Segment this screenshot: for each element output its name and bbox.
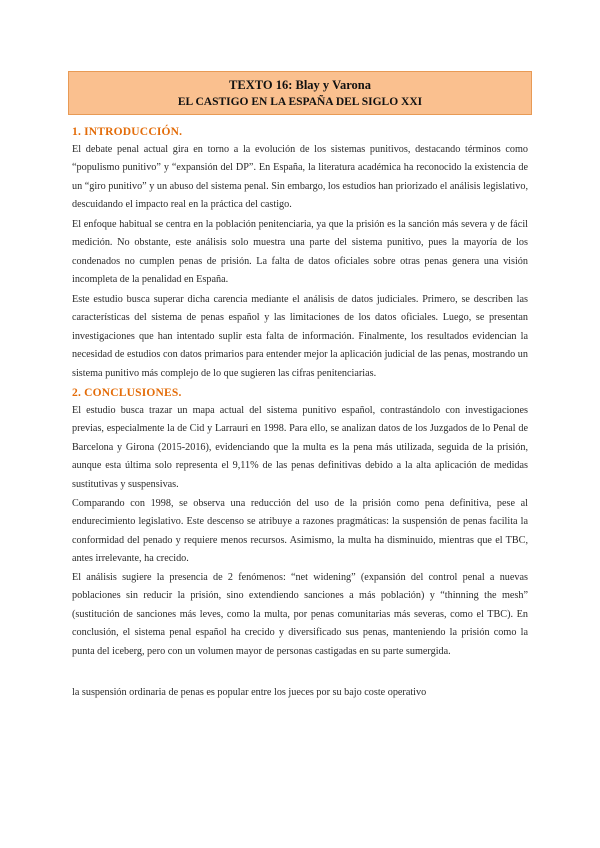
document-title: TEXTO 16: Blay y Varona xyxy=(229,78,371,92)
title-box xyxy=(68,71,532,115)
conclusions-paragraph-2: Comparando con 1998, se observa una reducción del uso de la prisión como pena definitiva, pese al endurecimiento legislativo. Este descenso se atribuye a razones pragmáticas: la suspensión de penas facilita la conformidad del penado y requiere menos recursos. Asimismo, la multa ha disminuido, mientras que el TBC, antes irrelevante, ha crecido. xyxy=(72,498,528,565)
document-subtitle: EL CASTIGO EN LA ESPAÑA DEL SIGLO XXI xyxy=(177,96,423,108)
footer-note: la suspensión ordinaria de penas es popular entre los jueces por su bajo coste operativo xyxy=(72,687,427,698)
intro-paragraph-2: El enfoque habitual se centra en la población penitenciaria, ya que la prisión es la sanción más severa y de fácil medición. No obstante, este análisis solo muestra una parte del sistema punitivo, pues la mayoría de los condenados no cumplen penas de prisión. La falta de datos oficiales sobre otras penas genera una visión incompleta de la penalidad en España. xyxy=(72,219,528,286)
conclusions-paragraph-3: El análisis sugiere la presencia de 2 fenómenos: “net widening” (expansión del control penal a nuevas poblaciones sin reducir la prisión, sino extendiendo sanciones a más población) y “thinning the mesh” (sustitución de sanciones más leves, como la multa, por penas comunitarias más severas, como el TBC). En conclusión, el sistema penal español ha crecido y diversificado sus penas, manteniendo la prisión como la punta del iceberg, pero con un volumen mayor de personas castigadas en su parte sumergida. xyxy=(72,572,528,657)
intro-paragraph-1: El debate penal actual gira en torno a la evolución de los sistemas punitivos, destacando términos como “populismo punitivo” y “expansión del DP”. En España, la literatura académica ha reconocido la existencia de un “giro punitivo” y un abuso del sistema penal. Sin embargo, los estudios han priorizado el análisis legislativo, descuidando el impacto real en la práctica del castigo. xyxy=(72,144,528,211)
section-heading-introduccion: 1. INTRODUCCIÓN. xyxy=(72,126,183,138)
conclusions-paragraph-1: El estudio busca trazar un mapa actual del sistema punitivo español, contrastándolo con investigaciones previas, especialmente la de Cid y Larrauri en 1998. Para ello, se analizan datos de los Juzgados de lo Penal de Barcelona y Girona (2015-2016), evidenciando que la multa es la pena más utilizada, seguida de la prisión, aunque esta última solo representa el 9,11% de las penas definitivas debido a la alta aplicación de medidas sustitutivas y suspensivas. xyxy=(72,405,528,490)
section-heading-conclusiones: 2. CONCLUSIONES. xyxy=(72,387,182,399)
intro-paragraph-3: Este estudio busca superar dicha carencia mediante el análisis de datos judiciales. Primero, se describen las características del sistema de penas español y las limitaciones de los datos oficiales. Luego, se presentan investigaciones que han intentado suplir esta falta de información. Finalmente, los resultados evidencian la necesidad de estudios con datos primarios para entender mejor la aplicación judicial de las penas, mostrando un sistema punitivo más complejo de lo que sugieren las cifras penitenciarias. xyxy=(72,294,528,379)
